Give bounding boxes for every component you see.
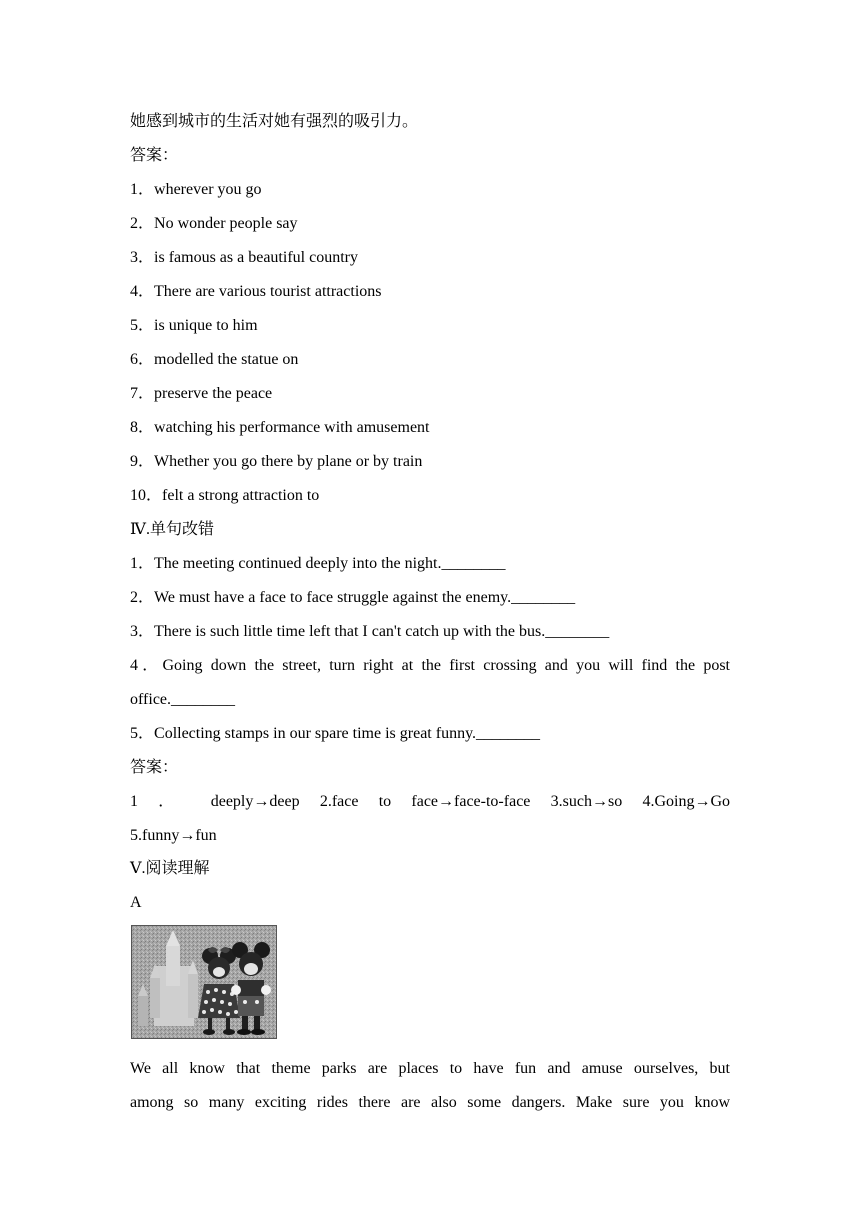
answer-label: 答案： [130,147,179,164]
answer-item: 1．wherever you go [130,181,262,198]
answer-item: 2．No wonder people say [130,215,298,232]
answer-item: 10．felt a strong attraction to [130,487,320,504]
question-item: 1．The meeting continued deeply into the night.________ [130,555,506,572]
answer-item: 3．is famous as a beautiful country [130,249,358,266]
section-heading: Ⅳ.单句改错 [130,521,214,538]
section-heading: Ⅴ.阅读理解 [130,860,210,877]
passage-label: A [130,894,142,911]
answer-item: 9．Whether you go there by plane or by train [130,453,423,470]
answer-item: 7．preserve the peace [130,385,273,402]
answer-item: 6．modelled the statue on [130,351,299,368]
correction-answers: 1 ． deeply→deep 2.face to face→face-to-face 3.such→so 4.Going→Go [130,793,730,810]
answer-label: 答案： [130,759,179,776]
answer-item: 5．is unique to him [130,317,258,334]
answer-item: 8．watching his performance with amusement [130,419,430,436]
correction-answers-continuation: 5.funny→fun [130,827,217,844]
question-item: 2．We must have a face to face struggle against the enemy.________ [130,589,576,606]
theme-park-photo [131,925,277,1039]
passage-text: among so many exciting rides there are also some dangers. Make sure you know [130,1094,730,1111]
question-item: 5．Collecting stamps in our spare time is great funny.________ [130,725,541,742]
question-item-continuation: office.________ [130,691,236,708]
answer-item: 4．There are various tourist attractions [130,283,382,300]
question-item: 4．Going down the street, turn right at the first crossing and you will find the post [130,657,730,674]
intro-text: 她感到城市的生活对她有强烈的吸引力。 [130,113,419,130]
mickey-minnie-castle-image [132,926,276,1038]
question-item: 3．There is such little time left that I can't catch up with the bus.________ [130,623,610,640]
passage-text: We all know that theme parks are places to have fun and amuse ourselves, but [130,1060,730,1077]
